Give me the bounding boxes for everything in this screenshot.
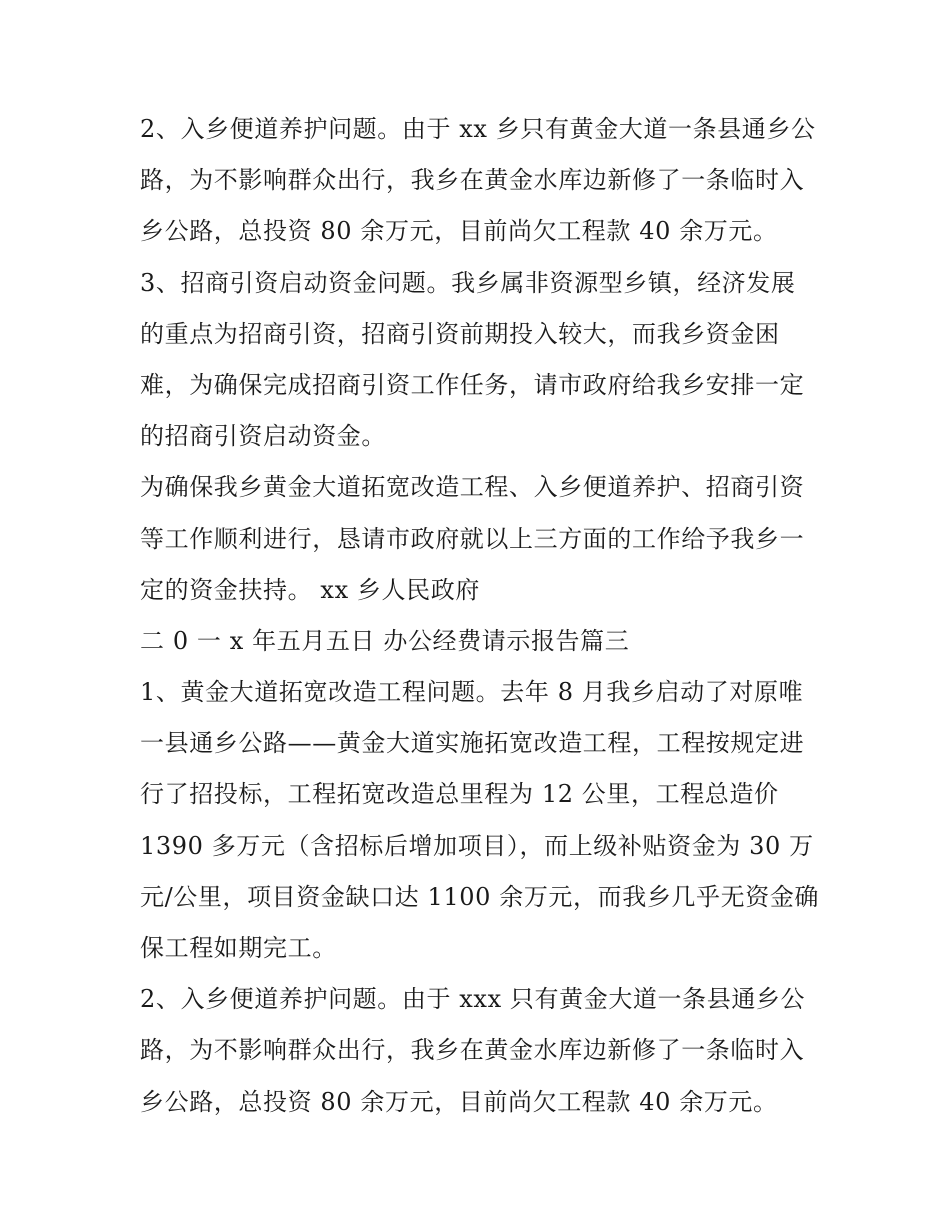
text-line: 的重点为招商引资，招商引资前期投入较大，而我乡资金困 <box>140 319 780 348</box>
text-line: 为确保我乡黄金大道拓宽改造工程、入乡便道养护、招商引资 <box>140 473 805 502</box>
text-line: 的招商引资启动资金。 <box>140 422 386 451</box>
text-line: 定的资金扶持。 xx 乡人民政府 <box>140 575 480 604</box>
text-line: 1、黄金大道拓宽改造工程问题。去年 8 月我乡启动了对原唯 <box>140 678 804 707</box>
text-line: 难，为确保完成招商引资工作任务，请市政府给我乡安排一定 <box>140 370 805 399</box>
text-line: 3、招商引资启动资金问题。我乡属非资源型乡镇，经济发展 <box>140 268 796 297</box>
text-line: 路，为不影响群众出行，我乡在黄金水库边新修了一条临时入 <box>140 1036 805 1065</box>
text-line: 行了招投标，工程拓宽改造总里程为 12 公里，工程总造价 <box>140 780 779 809</box>
text-line: 2、入乡便道养护问题。由于 xxx 只有黄金大道一条县通乡公 <box>140 985 806 1014</box>
text-line: 乡公路，总投资 80 余万元，目前尚欠工程款 40 余万元。 <box>140 217 778 246</box>
text-line: 元/公里，项目资金缺口达 1100 余万元，而我乡几乎无资金确 <box>140 882 820 911</box>
text-line: 路，为不影响群众出行，我乡在黄金水库边新修了一条临时入 <box>140 166 805 195</box>
text-line: 2、入乡便道养护问题。由于 xx 乡只有黄金大道一条县通乡公 <box>140 115 816 143</box>
document-body <box>140 104 820 1128</box>
text-line: 1390 多万元（含招标后增加项目），而上级补贴资金为 30 万 <box>140 831 814 860</box>
text-line: 乡公路，总投资 80 余万元，目前尚欠工程款 40 余万元。 <box>140 1087 778 1116</box>
text-line: 保工程如期完工。 <box>140 934 337 962</box>
text-line: 一县通乡公路——黄金大道实施拓宽改造工程，工程按规定进 <box>140 729 805 758</box>
text-line: 二 0 一 x 年五月五日 办公经费请示报告篇三 <box>140 626 630 655</box>
text-line: 等工作顺利进行，恳请市政府就以上三方面的工作给予我乡一 <box>140 524 805 553</box>
